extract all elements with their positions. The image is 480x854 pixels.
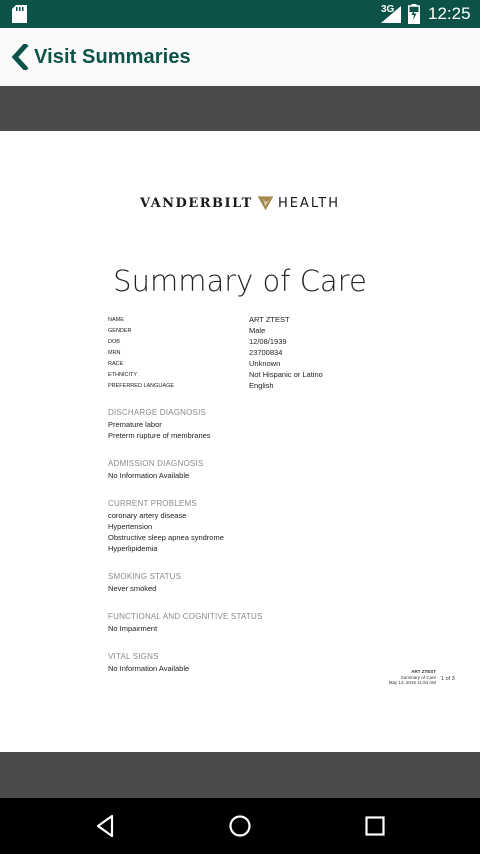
section-heading: CURRENT PROBLEMS (108, 499, 197, 508)
sd-card-icon (12, 5, 27, 23)
footer-date: May 14, 2015 11:54 AM (388, 680, 436, 685)
footer-page-number: 1 of 3 (441, 676, 455, 682)
section-item: Preterm rupture of membranes (108, 431, 211, 440)
demographics-table (108, 314, 408, 391)
footer-patient-name: ART ZTEST (411, 669, 436, 674)
section-admission-diagnosis (108, 459, 408, 481)
section-item: Obstructive sleep apnea syndrome (108, 533, 224, 542)
circle-home-icon[interactable] (225, 812, 255, 840)
document-footer (380, 669, 436, 686)
section-item: Never smoked (108, 584, 157, 593)
demographics-row (108, 358, 408, 369)
section-item: Hypertension (108, 522, 153, 531)
chevron-left-icon (10, 44, 30, 70)
back-button[interactable] (10, 40, 191, 74)
document-viewer-top-band (0, 86, 480, 131)
section-item: No Impairment (108, 624, 158, 633)
section-heading: FUNCTIONAL AND COGNITIVE STATUS (108, 612, 263, 621)
logo-right-text: HEALTH (277, 195, 340, 211)
logo-left-text: VANDERBILT (140, 195, 253, 211)
status-clock: 12:25 (428, 4, 471, 23)
demographics-value: Male (249, 326, 266, 335)
demographics-label: RACE (108, 360, 124, 367)
document-viewer-bottom-band (0, 752, 480, 798)
signal-icon (381, 6, 401, 23)
section-heading: ADMISSION DIAGNOSIS (108, 459, 204, 468)
demographics-row (108, 347, 408, 358)
demographics-value: 12/08/1939 (249, 337, 287, 346)
document-title: Summary of Care (113, 264, 367, 298)
section-heading: DISCHARGE DIAGNOSIS (108, 408, 207, 417)
section-functional-cognitive-status (108, 612, 408, 634)
demographics-label: NAME (108, 316, 124, 323)
section-item: No Information Available (108, 471, 190, 480)
page-title: Visit Summaries (34, 45, 191, 68)
section-vital-signs (108, 652, 408, 674)
section-discharge-diagnosis (108, 408, 408, 441)
navigation-bar (0, 798, 480, 854)
demographics-value: 23700834 (249, 348, 283, 357)
section-smoking-status (108, 572, 408, 594)
network-type-label: 3G (381, 4, 395, 15)
demographics-row (108, 314, 408, 325)
status-bar (0, 0, 480, 28)
demographics-label: PREFERRED LANGUAGE (108, 382, 175, 389)
vanderbilt-health-logo (140, 190, 340, 216)
section-item: No Information Available (108, 664, 190, 673)
demographics-value: Unknown (249, 359, 281, 368)
demographics-row (108, 369, 408, 380)
document-page[interactable] (0, 131, 480, 752)
demographics-row (108, 336, 408, 347)
section-heading: SMOKING STATUS (108, 572, 182, 581)
footer-document-name: Summary of Care (400, 674, 436, 680)
section-item: Premature labor (108, 420, 162, 429)
app-bar (0, 28, 480, 86)
demographics-label: ETHNICITY (108, 371, 138, 378)
section-item: coronary artery disease (108, 511, 187, 520)
demographics-row (108, 325, 408, 336)
demographics-value: Not Hispanic or Latino (249, 370, 323, 379)
section-current-problems (108, 499, 408, 554)
demographics-label: MRN (108, 349, 121, 356)
demographics-value: English (249, 381, 274, 390)
demographics-row (108, 380, 408, 391)
square-recents-icon[interactable] (360, 812, 390, 840)
oak-leaf-v-icon (257, 191, 274, 215)
section-heading: VITAL SIGNS (108, 652, 159, 661)
section-item: Hyperlipidemia (108, 544, 158, 553)
demographics-value: ART ZTEST (249, 315, 290, 324)
battery-icon (408, 4, 420, 24)
triangle-back-icon[interactable] (90, 812, 120, 840)
demographics-label: DOB (108, 338, 120, 345)
demographics-label: GENDER (108, 327, 132, 334)
